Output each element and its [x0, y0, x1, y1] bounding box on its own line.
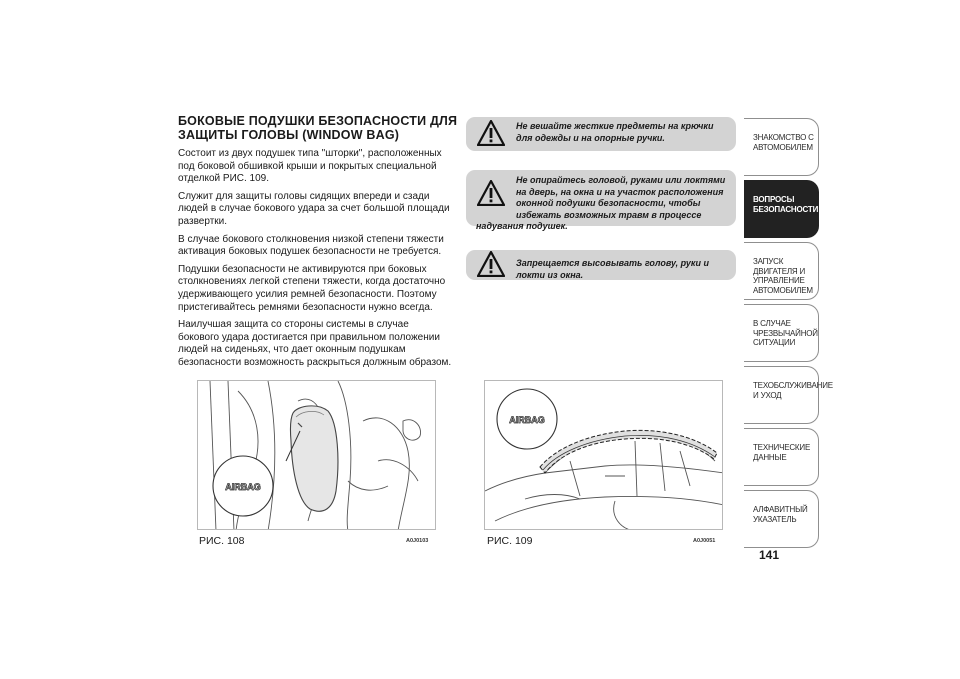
chapter-tabs — [744, 118, 833, 552]
warning-triangle-icon — [477, 180, 505, 206]
warning-text-tail: надувания подушек. — [476, 221, 568, 231]
airbag-badge-text: AIRBAG — [225, 482, 261, 492]
tab-index[interactable]: АЛФАВИТНЫЙ УКАЗАТЕЛЬ — [744, 490, 819, 548]
tab-getting-to-know[interactable]: ЗНАКОМСТВО С АВТОМОБИЛЕМ — [744, 118, 819, 176]
section-title: БОКОВЫЕ ПОДУШКИ БЕЗОПАСНОСТИ ДЛЯ ЗАЩИТЫ ГОЛОВЫ (WINDOW BAG) — [178, 114, 458, 142]
tab-emergency[interactable]: В СЛУЧАЕ ЧРЕЗВЫЧАЙНОЙ СИТУАЦИИ — [744, 304, 819, 362]
warning-text: Запрещается высовывать голову, руки и локти из окна. — [516, 258, 709, 280]
figure-caption: РИС. 108 — [199, 535, 245, 547]
warning-triangle-icon — [477, 251, 505, 277]
warning-box — [466, 170, 736, 231]
curtain-airbag-illustration — [485, 381, 723, 530]
tab-maintenance[interactable]: ТЕХОБСЛУЖИВАНИЕ И УХОД — [744, 366, 819, 424]
warning-box — [466, 117, 736, 151]
body-text — [178, 148, 452, 375]
paragraph: В случае бокового столкновения низкой степени тяжести активация боковых подушек безопасности не требуется. — [178, 233, 444, 258]
paragraph: Состоит из двух подушек типа "шторки", расположенных под боковой обшивкой крыши и покрытых специальной отделкой РИС. 109. — [178, 148, 442, 185]
paragraph: Служит для защиты головы сидящих впереди и сзади людей в случае бокового удара за счет большой площади развертки. — [178, 190, 450, 227]
warning-text: Не опирайтесь головой, руками или локтями на дверь, на окна и на участок расположения оконной подушки безопасности, чтобы избежать возможных травм в процессе — [516, 175, 726, 220]
warning-triangle-icon — [477, 120, 505, 146]
page-number: 141 — [759, 548, 780, 562]
tab-starting-driving[interactable]: ЗАПУСК ДВИГАТЕЛЯ И УПРАВЛЕНИЕ АВТОМОБИЛЕМ — [744, 242, 819, 300]
warning-text: Не вешайте жесткие предметы на крючки для одежды и на опорные ручки. — [516, 121, 714, 143]
figure-109-illustration — [484, 380, 723, 530]
figure-code: A0J0103 — [406, 538, 429, 544]
interior-airbag-illustration — [198, 381, 436, 530]
paragraph: Наилучшая защита со стороны системы в случае бокового удара достигается при правильном положении людей на сиденьях, что дает оконным подушкам безопасности возможность раскрыться должным образом. — [178, 319, 452, 368]
paragraph: Подушки безопасности не активируются при боковых столкновениях легкой степени тяжести, когда достаточно удерживающего усилия ремней безопасности. Поэтому пристегивайтесь ремнями безопасности нужно всегда. — [178, 263, 446, 313]
warning-box — [466, 250, 736, 280]
figure-108-illustration — [197, 380, 436, 530]
figure-code: A0J0051 — [693, 538, 716, 544]
airbag-badge-text: AIRBAG — [509, 415, 545, 425]
figure-caption: РИС. 109 — [487, 535, 533, 547]
tab-technical-data[interactable]: ТЕХНИЧЕСКИЕ ДАННЫЕ — [744, 428, 819, 486]
tab-safety[interactable]: ВОПРОСЫ БЕЗОПАСНОСТИ — [744, 180, 819, 238]
